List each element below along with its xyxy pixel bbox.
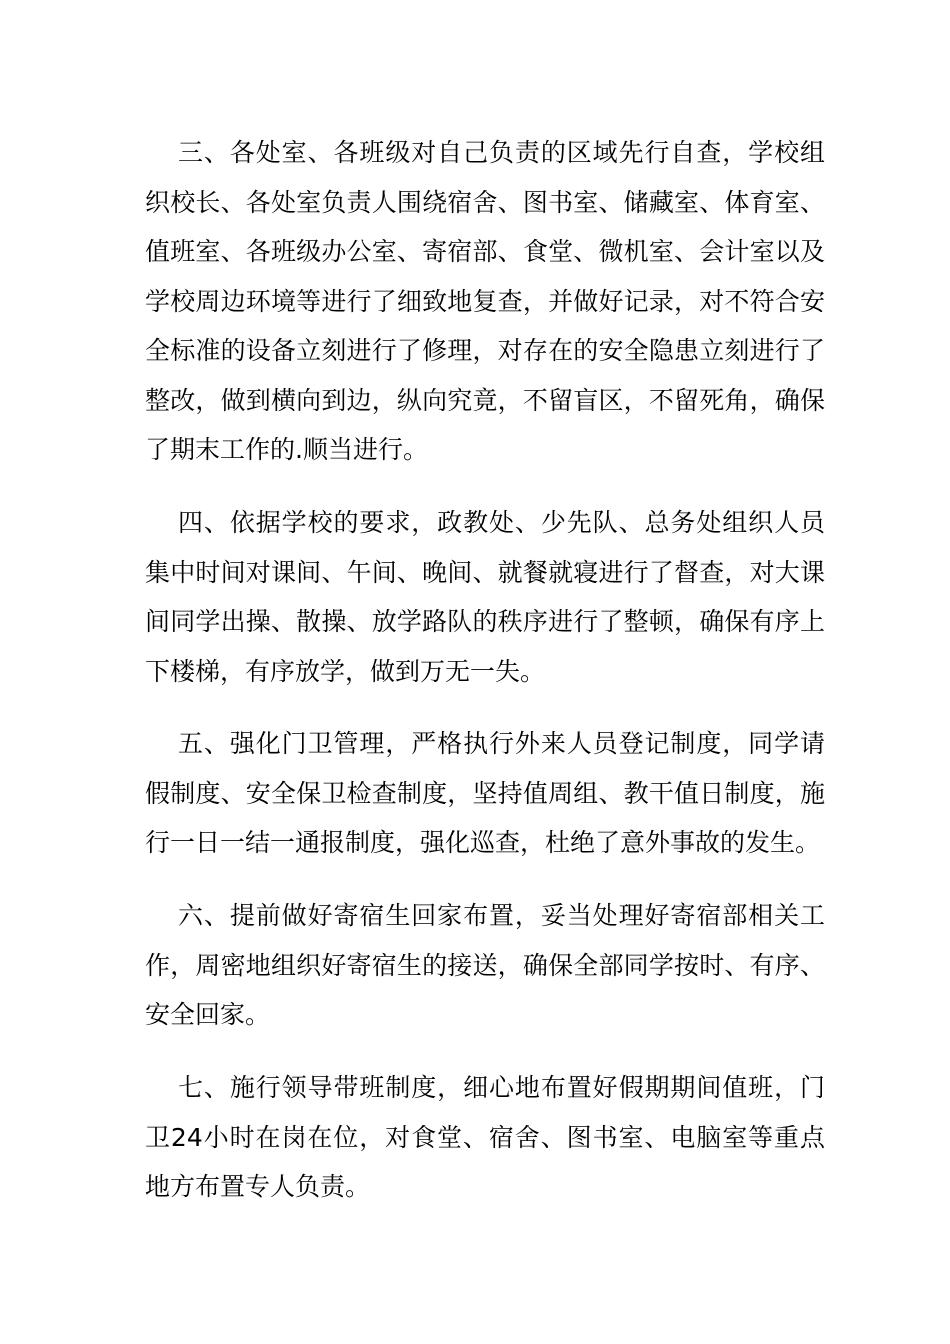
- paragraph-4: 四、依据学校的要求，政教处、少先队、总务处组织人员集中时间对课间、午间、晚间、就餐就寝进行了督查，对大课间同学出操、散操、放学路队的秩序进行了整顿，确保有序上下楼梯，有序放学，做到万无一失。: [145, 508, 825, 686]
- paragraph-3: 三、各处室、各班级对自己负责的区域先行自查，学校组织校长、各处室负责人围绕宿舍、图书室、储藏室、体育室、值班室、各班级办公室、寄宿部、食堂、微机室、会计室以及学校周边环境等进行了细致地复查，并做好记录，对不符合安全标准的设备立刻进行了修理，对存在的安全隐患立刻进行了整改，做到横向到边，纵向究竟，不留盲区，不留死角，确保了期末工作的.顺当进行。: [145, 138, 825, 464]
- paragraph-5: 五、强化门卫管理，严格执行外来人员登记制度，同学请假制度、安全保卫检查制度，坚持值周组、教干值日制度，施行一日一结一通报制度，强化巡查，杜绝了意外事故的发生。: [145, 729, 825, 857]
- paragraph-7: 七、施行领导带班制度，细心地布置好假期期间值班，门卫24小时在岗在位，对食堂、宿舍、图书室、电脑室等重点地方布置专人负责。: [145, 1073, 825, 1201]
- paragraph-6: 六、提前做好寄宿生回家布置，妥当处理好寄宿部相关工作，周密地组织好寄宿生的接送，确保全部同学按时、有序、安全回家。: [145, 901, 825, 1029]
